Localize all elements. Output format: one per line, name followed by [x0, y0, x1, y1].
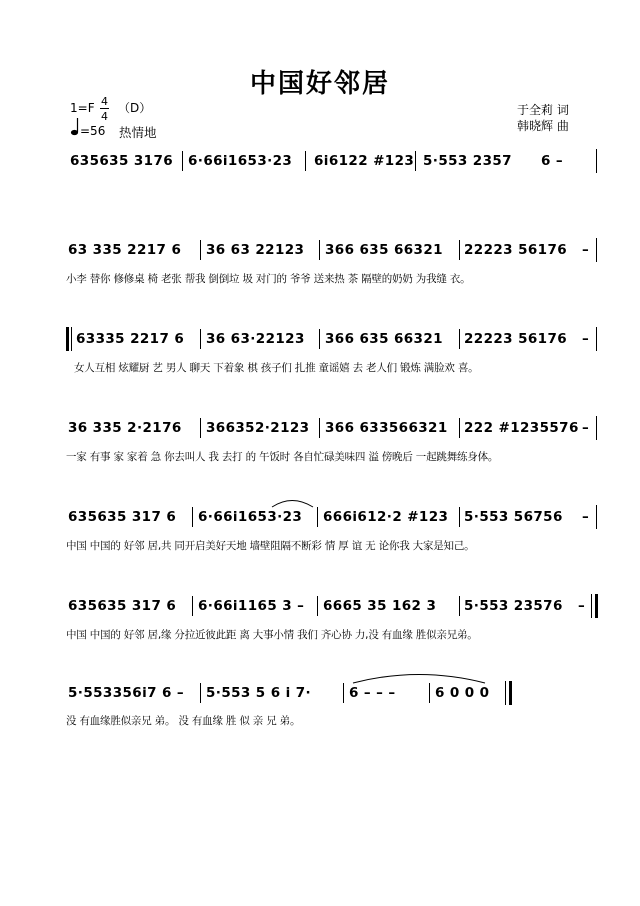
- measure: 635635 3176: [70, 153, 174, 169]
- repeat-end-barline-thin: [591, 594, 592, 618]
- measure: 6 0 0 0: [435, 685, 490, 701]
- measure: 6·66i1165 3 –: [198, 598, 305, 614]
- measure: 366352·2123: [206, 420, 310, 436]
- barline: [596, 327, 597, 351]
- time-signature-bottom: 4: [101, 110, 108, 123]
- tie-icon: [350, 670, 488, 684]
- measure: 63 335 2217 6: [68, 242, 182, 258]
- measure: 22223 56176: [464, 242, 568, 258]
- barline: [200, 683, 201, 703]
- measure: –: [582, 331, 590, 347]
- barline: [319, 329, 320, 349]
- measure: 6 –: [541, 153, 564, 169]
- barline: [305, 151, 306, 171]
- measure: 6i6122 #123: [314, 153, 415, 169]
- barline: [319, 240, 320, 260]
- measure: 5·553 5 6 i 7·: [206, 685, 312, 701]
- barline: [182, 151, 183, 171]
- measure: 366 635 66321: [325, 242, 443, 258]
- barline: [200, 418, 201, 438]
- measure: 22223 56176: [464, 331, 568, 347]
- final-barline-thin: [505, 681, 506, 705]
- barline: [459, 329, 460, 349]
- tempo-marking: =56: [80, 124, 106, 138]
- measure: 6665 35 162 3: [323, 598, 437, 614]
- barline: [319, 418, 320, 438]
- measure: 5·553356i7 6 –: [68, 685, 185, 701]
- measure: –: [582, 509, 590, 525]
- barline: [459, 418, 460, 438]
- alt-key: （D）: [118, 101, 152, 115]
- measure: 222 #1235576: [464, 420, 579, 436]
- composer-credit: 韩晓辉 曲: [517, 119, 569, 133]
- measure: 36 335 2·2176: [68, 420, 182, 436]
- quarter-note-icon: [70, 117, 80, 141]
- repeat-barline: [66, 327, 69, 351]
- barline: [317, 596, 318, 616]
- measure: 5·553 2357: [423, 153, 512, 169]
- lyrics-line: 一家 有事 家 家着 急 你去叫人 我 去打 的 午饭时 各自忙碌美味四 溢 傍晚后 一起跳舞练身体。: [66, 451, 499, 463]
- measure: 36 63 22123: [206, 242, 305, 258]
- barline: [596, 149, 597, 173]
- barline: [459, 596, 460, 616]
- measure: 5·553 56756: [464, 509, 563, 525]
- barline: [343, 683, 344, 703]
- barline: [596, 238, 597, 262]
- expression-marking: 热情地: [119, 125, 157, 140]
- measure: 63335 2217 6: [76, 331, 185, 347]
- lyrics-line: 中国 中国的 好邻 居,共 同开启美好天地 墙壁阻隔不断彩 情 厚 谊 无 论你我 大家是知己。: [66, 540, 475, 552]
- measure: 36 63·22123: [206, 331, 305, 347]
- barline: [429, 683, 430, 703]
- measure: –: [578, 598, 586, 614]
- measure: 6·66i1653·23: [198, 509, 303, 525]
- repeat-end-barline: [595, 594, 598, 618]
- lyricist-credit: 于全莉 词: [517, 103, 569, 117]
- measure: 6·66i1653·23: [188, 153, 293, 169]
- measure: –: [582, 420, 590, 436]
- measure: 666i612·2 #123: [323, 509, 449, 525]
- barline: [459, 240, 460, 260]
- measure: –: [582, 242, 590, 258]
- lyrics-line: 没 有血缘胜似亲兄 弟。 没 有血缘 胜 似 亲 兄 弟。: [66, 715, 301, 727]
- measure: 6 – – –: [349, 685, 396, 701]
- lyrics-line: 小李 替你 修修桌 椅 老张 帮我 倒倒垃 圾 对门的 爷爷 送来热 茶 隔壁的奶奶 为我缝 衣。: [66, 273, 471, 285]
- measure: 366 635 66321: [325, 331, 443, 347]
- repeat-barline-thin: [71, 327, 72, 351]
- barline: [459, 507, 460, 527]
- lyrics-line: 女人互相 炫耀厨 艺 男人 聊天 下着象 棋 孩子们 扎推 童谣嬉 去 老人们 锻炼 满脸欢 喜。: [74, 362, 479, 374]
- key-signature: 1=F: [70, 101, 95, 115]
- barline: [192, 507, 193, 527]
- time-signature-line: [100, 108, 109, 109]
- barline: [317, 507, 318, 527]
- barline: [596, 416, 597, 440]
- barline: [415, 151, 416, 171]
- slur-icon: [270, 496, 315, 508]
- time-signature-top: 4: [101, 95, 108, 108]
- barline: [596, 505, 597, 529]
- measure: 635635 317 6: [68, 509, 177, 525]
- measure: 635635 317 6: [68, 598, 177, 614]
- song-title: 中国好邻居: [249, 69, 390, 99]
- final-barline: [509, 681, 512, 705]
- barline: [192, 596, 193, 616]
- measure: 5·553 23576: [464, 598, 563, 614]
- barline: [200, 240, 201, 260]
- barline: [200, 329, 201, 349]
- lyrics-line: 中国 中国的 好邻 居,缘 分拉近彼此距 离 大事小情 我们 齐心协 力,没 有血缘 胜似亲兄弟。: [66, 629, 478, 641]
- measure: 366 633566321: [325, 420, 448, 436]
